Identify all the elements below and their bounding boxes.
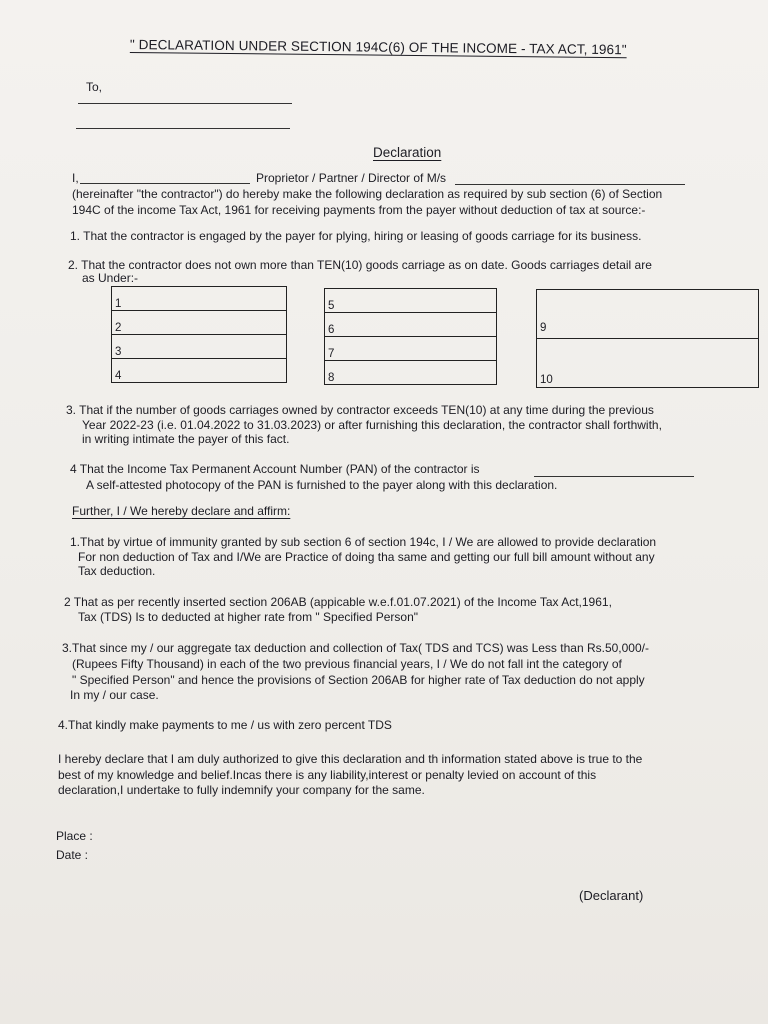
clause-2-line-2: as Under:- xyxy=(82,271,139,285)
intro-i: I, xyxy=(72,171,79,185)
affirm-1-line-2: For non deduction of Tax and I/We are Practice of doing tha same and getting our full bill amount without any xyxy=(78,550,655,564)
vehicle-slot-8: 8 xyxy=(325,361,497,385)
further-heading: Further, I / We hereby declare and affirm: xyxy=(72,504,291,518)
affirm-2-line-2: Tax (TDS) Is to deducted at higher rate from " Specified Person" xyxy=(78,610,419,624)
intro-line-2: (hereinafter "the contractor") do hereby make the following declaration as required by sub section (6) of Section xyxy=(72,187,663,201)
affirm-1-line-3: Tax deduction. xyxy=(78,564,156,578)
affirm-3-line-1: 3.That since my / our aggregate tax deduction and collection of Tax( TDS and TCS) was Less than Rs.50,000/- xyxy=(62,641,649,655)
vehicle-slot-5: 5 xyxy=(325,289,497,313)
final-statement-line-3: declaration,I undertake to fully indemnify your company for the same. xyxy=(58,783,425,797)
declaration-heading: Declaration xyxy=(373,145,442,160)
clause-4-line-2: A self-attested photocopy of the PAN is furnished to the payer along with this declaration. xyxy=(86,478,558,492)
to-label: To, xyxy=(86,80,103,94)
affirm-3-line-3: " Specified Person" and hence the provisions of Section 206AB for higher rate of Tax deduction do not apply xyxy=(72,673,645,687)
clause-2-line-1: 2. That the contractor does not own more than TEN(10) goods carriage as on date. Goods carriages detail are xyxy=(68,258,652,272)
declarant-label: (Declarant) xyxy=(579,888,644,903)
affirm-1-line-1: 1.That by virtue of immunity granted by sub section 6 of section 194c, I / We are allowed to provide declaration xyxy=(70,535,657,549)
affirm-4: 4.That kindly make payments to me / us with zero percent TDS xyxy=(58,718,392,732)
clause-3-line-1: 3. That if the number of goods carriages owned by contractor exceeds TEN(10) at any time during the previous xyxy=(66,403,654,417)
vehicle-box-group-3 xyxy=(536,289,759,388)
intro-line-3: 194C of the income Tax Act, 1961 for receiving payments from the payer without deduction of tax at source:- xyxy=(72,203,646,217)
vehicle-slot-7: 7 xyxy=(325,337,497,361)
vehicle-slot-10: 10 xyxy=(540,374,553,386)
firm-name-line xyxy=(455,184,685,185)
declarant-name-line xyxy=(80,183,250,184)
document-title: " DECLARATION UNDER SECTION 194C(6) OF THE INCOME - TAX ACT, 1961" xyxy=(129,37,627,58)
vehicle-slot-3: 3 xyxy=(112,335,287,359)
vehicle-slot-9: 9 xyxy=(540,322,547,334)
final-statement-line-2: best of my knowledge and belief.Incas there is any liability,interest or penalty levied on account of this xyxy=(58,768,597,782)
vehicle-slot-2: 2 xyxy=(112,311,287,335)
to-address-line-2 xyxy=(76,128,290,129)
vehicle-box-group-2 xyxy=(324,288,497,385)
to-address-line-1 xyxy=(78,103,292,104)
place-label: Place : xyxy=(56,829,93,843)
clause-1: 1. That the contractor is engaged by the payer for plying, hiring or leasing of goods carriage for its business. xyxy=(70,229,642,243)
affirm-3-line-2: (Rupees Fifty Thousand) in each of the two previous financial years, I / We do not fall int the category of xyxy=(72,657,622,671)
clause-3-line-3: in writing intimate the payer of this fact. xyxy=(82,432,290,446)
vehicle-slot-6: 6 xyxy=(325,313,497,337)
date-label: Date : xyxy=(56,848,89,862)
affirm-2-line-1: 2 That as per recently inserted section 206AB (appicable w.e.f.01.07.2021) of the Income Tax Act,1961, xyxy=(64,595,612,609)
final-statement-line-1: I hereby declare that I am duly authorized to give this declaration and th information stated above is true to the xyxy=(58,752,643,766)
clause-3-line-2: Year 2022-23 (i.e. 01.04.2022 to 31.03.2023) or after furnishing this declaration, the contractor shall forthwith, xyxy=(82,418,662,432)
vehicle-slot-1: 1 xyxy=(112,287,287,311)
intro-role: Proprietor / Partner / Director of M/s xyxy=(256,171,447,185)
pan-number-line xyxy=(534,476,694,477)
affirm-3-line-4: In my / our case. xyxy=(70,688,159,702)
vehicle-box-group-1 xyxy=(111,286,287,383)
vehicle-slot-4: 4 xyxy=(112,359,287,383)
clause-4-line-1: 4 That the Income Tax Permanent Account Number (PAN) of the contractor is xyxy=(70,462,480,476)
